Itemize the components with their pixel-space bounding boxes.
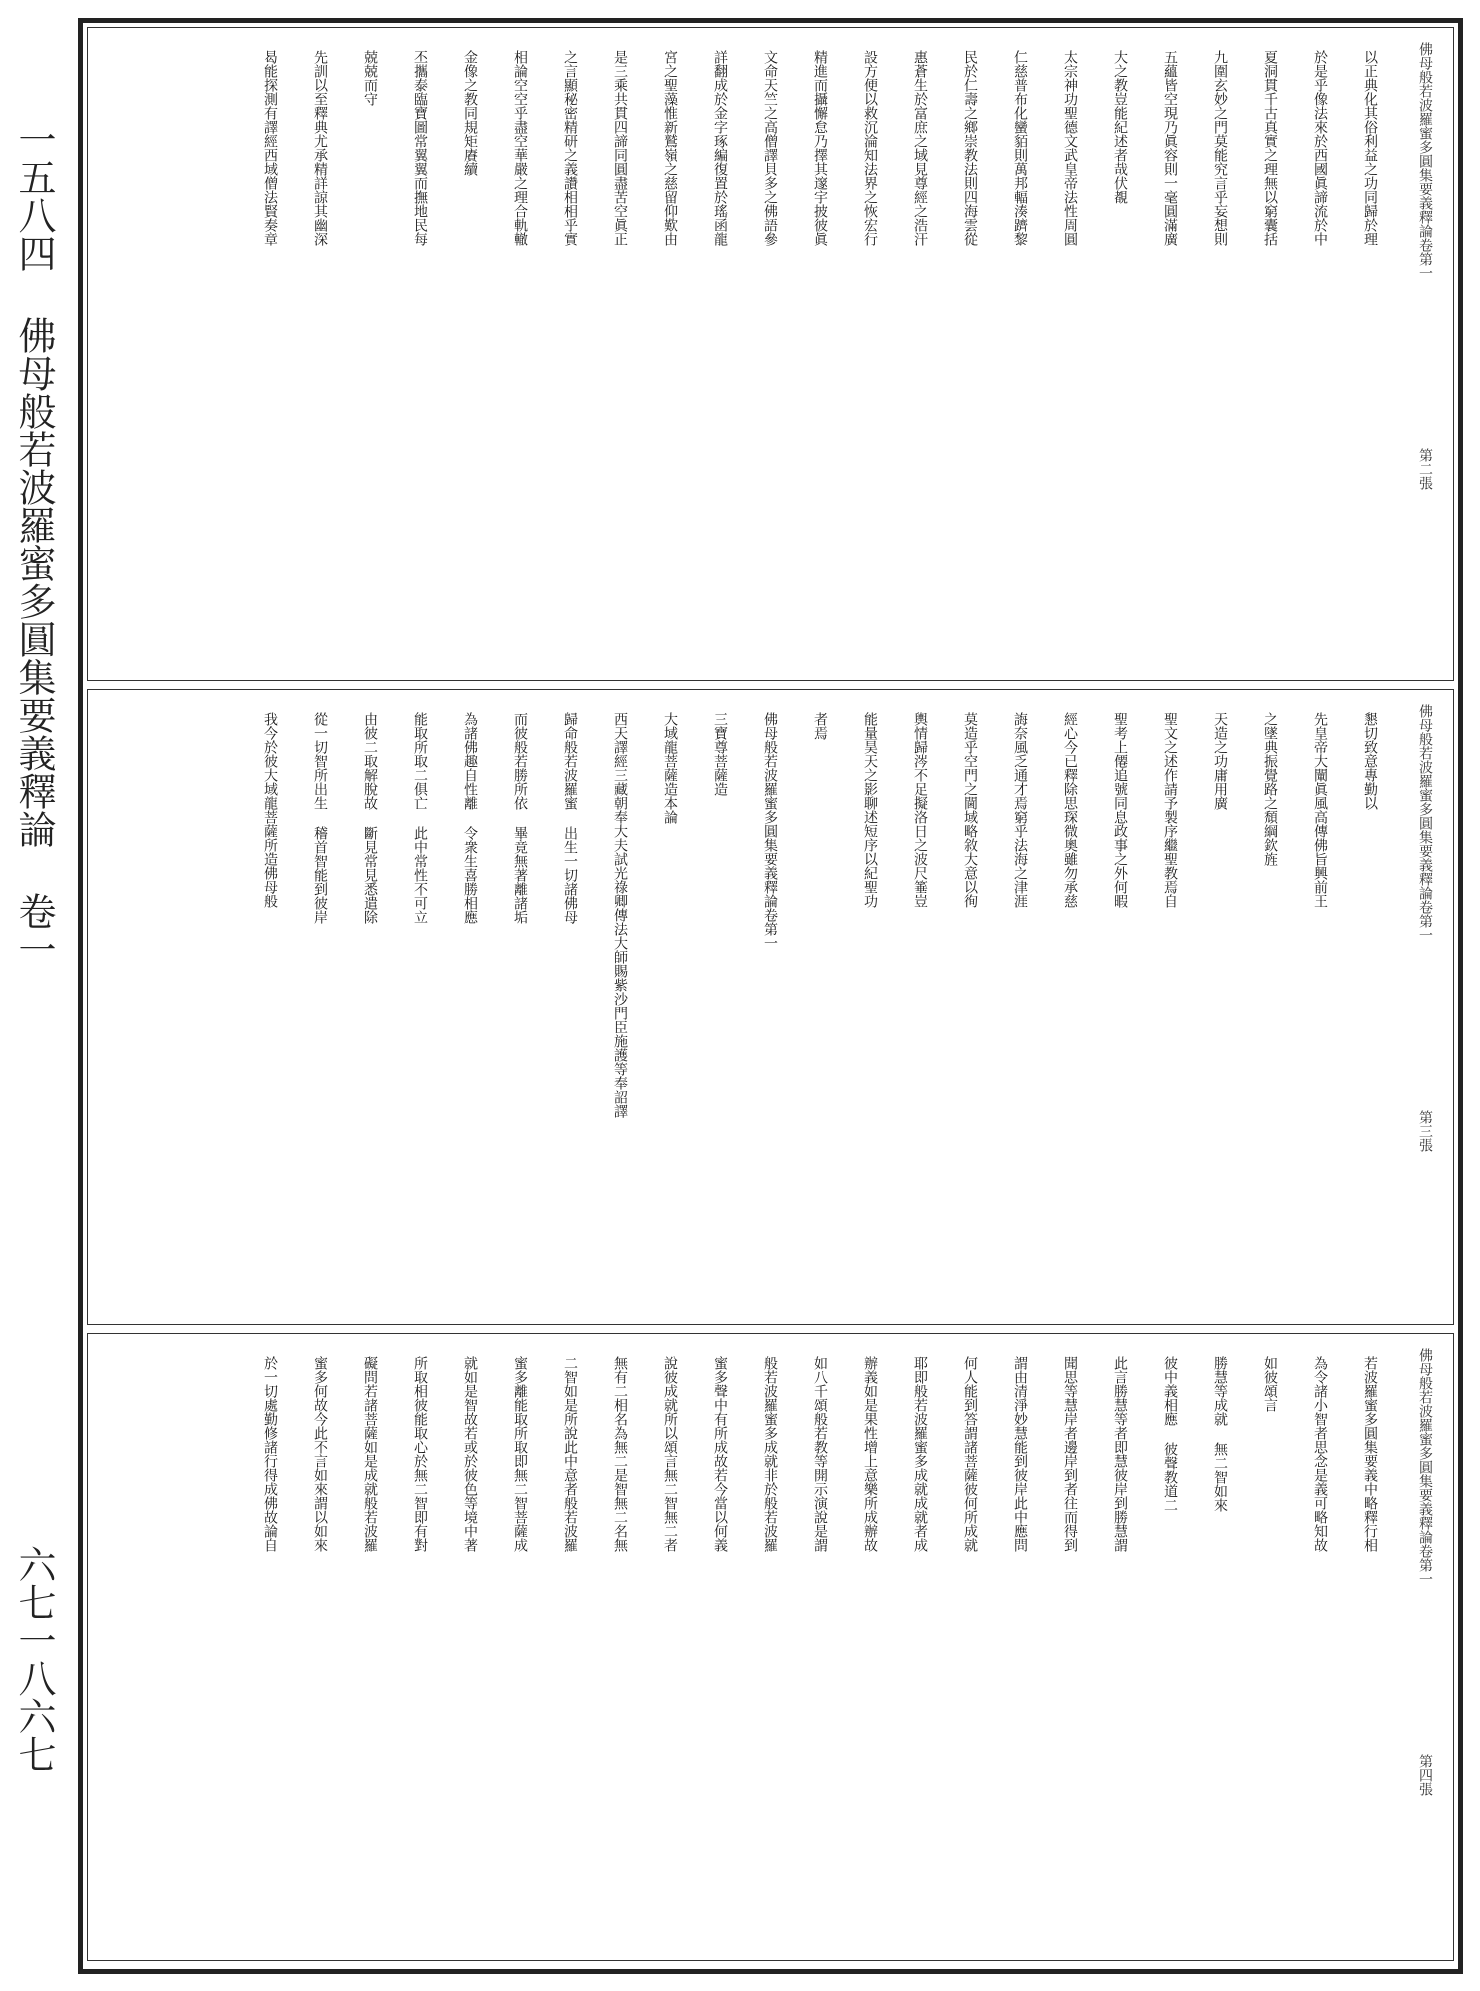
panel-3 xyxy=(87,1333,1454,1961)
text-column: 者焉 xyxy=(812,712,828,740)
text-column: 何人能到答謂諸菩薩彼何所成就 xyxy=(962,1356,978,1552)
text-column: 仁慈普布化蠻貊則萬邦輻湊躋黎 xyxy=(1012,50,1028,246)
text-column: 宮之聖藻惟新鷲嶺之慈留仰歎由 xyxy=(662,50,678,246)
text-column: 大域龍菩薩造本論 xyxy=(662,712,678,824)
text-column: 三寶尊菩薩造 xyxy=(712,712,728,796)
text-column: 民於仁壽之鄉崇教法則四海雲從 xyxy=(962,50,978,246)
text-column: 如彼頌言 xyxy=(1262,1356,1278,1412)
text-column: 能量昊天之影聊述短序以紀聖功 xyxy=(862,712,878,908)
text-column: 為諸佛趣自性離 令衆生喜勝相應 xyxy=(462,712,478,924)
text-column: 勝慧等成就 無二智如來 xyxy=(1212,1356,1228,1512)
text-column: 聞思等慧岸者邊岸到者往而得到 xyxy=(1062,1356,1078,1552)
text-column: 於一切處勤修諸行得成佛故論自 xyxy=(262,1356,278,1552)
text-column: 天造之功庸用廣 xyxy=(1212,712,1228,810)
text-column: 彼中義相應 彼聲教道二 xyxy=(1162,1356,1178,1512)
text-column: 相論空空乎盡空華嚴之理合軌轍 xyxy=(512,50,528,246)
text-column: 我今於彼大域龍菩薩所造佛母般 xyxy=(262,712,278,908)
text-column: 是三乘共貫四諦同圓盡苦空眞正 xyxy=(612,50,628,246)
text-column: 蜜多聲中有所成故若今當以何義 xyxy=(712,1356,728,1552)
text-column: 精進而攝懈怠乃擇其邃宇披彼眞 xyxy=(812,50,828,246)
panel-sheet-number: 第三張 xyxy=(1417,1110,1433,1152)
text-column: 謂由清淨妙慧能到彼岸此中應問 xyxy=(1012,1356,1028,1552)
text-column: 而彼般若勝所依 畢竟無著離諸垢 xyxy=(512,712,528,924)
text-column: 曷能探測有譯經西域僧法賢奏章 xyxy=(262,50,278,246)
text-column: 以正典化其俗利益之功同歸於理 xyxy=(1362,50,1378,246)
text-column: 為令諸小智者思念是義可略知故 xyxy=(1312,1356,1328,1552)
text-column: 九圍玄妙之門莫能究言乎妄想則 xyxy=(1212,50,1228,246)
text-column: 之言顯秘密精研之義讚相相乎實 xyxy=(562,50,578,246)
text-column: 金像之教同規矩賡續 xyxy=(462,50,478,176)
text-column: 兢兢而守 xyxy=(362,50,378,106)
text-column: 先皇帝大闡眞風高傳佛旨興前王 xyxy=(1312,712,1328,908)
panel-header: 佛母般若波羅蜜多圓集要義釋論卷第一 xyxy=(1417,42,1433,280)
text-column: 太宗神功聖德文武皇帝法性周圓 xyxy=(1062,50,1078,246)
panel-sheet-number: 第二張 xyxy=(1417,448,1433,490)
side-page-number: 六七一八六七 xyxy=(12,1545,56,1773)
text-column: 辦義如是果性增上意樂所成辦故 xyxy=(862,1356,878,1552)
text-column: 莫造乎空門之閫域略敘大意以徇 xyxy=(962,712,978,908)
text-column: 聖考上僊追號同息政事之外何暇 xyxy=(1112,712,1128,908)
text-column: 所取相彼能取心於無二智即有對 xyxy=(412,1356,428,1552)
text-column: 夏洞貫千古真實之理無以窮囊括 xyxy=(1262,50,1278,246)
panel-header: 佛母般若波羅蜜多圓集要義釋論卷第一 xyxy=(1417,1348,1433,1586)
text-column: 佛母般若波羅蜜多圓集要義釋論卷第一 xyxy=(762,712,778,950)
text-column: 說彼成就所以頌言無二智無二者 xyxy=(662,1356,678,1552)
text-column: 般若波羅蜜多成就非於般若波羅 xyxy=(762,1356,778,1552)
text-column: 丕攜泰臨寶圖常翼翼而撫地民每 xyxy=(412,50,428,246)
panel-header: 佛母般若波羅蜜多圓集要義釋論卷第一 xyxy=(1417,704,1433,942)
text-column: 如八千頌般若教等開示演說是謂 xyxy=(812,1356,828,1552)
text-column: 西天譯經三藏朝奉大夫試光祿卿傳法大師賜紫沙門臣施護等奉詔譯 xyxy=(612,712,628,1118)
text-column: 設方便以救沉淪知法界之恢宏行 xyxy=(862,50,878,246)
text-column: 礙問若諸菩薩如是成就般若波羅 xyxy=(362,1356,378,1552)
text-column: 就如是智故若或於彼色等境中著 xyxy=(462,1356,478,1552)
text-column: 大之教豈能紀述者哉伏覩 xyxy=(1112,50,1128,204)
text-column: 此言勝慧等者即慧彼岸到勝慧謂 xyxy=(1112,1356,1128,1552)
page-frame xyxy=(78,18,1463,1974)
side-title: 一五八四 佛母般若波羅蜜多圓集要義釋論 卷一 xyxy=(12,120,56,968)
text-column: 從一切智所出生 稽首智能到彼岸 xyxy=(312,712,328,924)
text-column: 能取所取二俱亡 此中常性不可立 xyxy=(412,712,428,924)
text-column: 誨奈風乏通才焉窮乎法海之津涯 xyxy=(1012,712,1028,908)
text-column: 蜜多何故今此不言如來謂以如來 xyxy=(312,1356,328,1552)
text-column: 聖文之述作請予製序繼聖教焉自 xyxy=(1162,712,1178,908)
text-column: 若波羅蜜多圓集要義中略釋行相 xyxy=(1362,1356,1378,1552)
text-column: 文命天竺之高僧譯貝多之佛語參 xyxy=(762,50,778,246)
text-column: 經心今已釋除思琛微奧雖勿承慈 xyxy=(1062,712,1078,908)
text-column: 五蘊皆空現乃眞容則一毫圓滿廣 xyxy=(1162,50,1178,246)
text-column: 惠蒼生於富庶之域見尊經之浩汗 xyxy=(912,50,928,246)
text-column: 於是乎像法來於西國眞諦流於中 xyxy=(1312,50,1328,246)
text-column: 歸命般若波羅蜜 出生一切諸佛母 xyxy=(562,712,578,924)
panel-1 xyxy=(87,27,1454,681)
text-column: 二智如是所說此中意者般若波羅 xyxy=(562,1356,578,1552)
text-column: 之墜典振覺路之頹綱欽旌 xyxy=(1262,712,1278,866)
panel-2 xyxy=(87,689,1454,1325)
text-column: 詳翻成於金字琢編復置於瑤函龍 xyxy=(712,50,728,246)
text-column: 無有二相名為無二是智無二名無 xyxy=(612,1356,628,1552)
panel-sheet-number: 第四張 xyxy=(1417,1754,1433,1796)
text-column: 懇切致意專勤以 xyxy=(1362,712,1378,810)
text-column: 由彼二取解脫故 斷見常見悉遣除 xyxy=(362,712,378,924)
text-column: 輿情歸涔不足擬洛日之波尺箠豈 xyxy=(912,712,928,908)
text-column: 蜜多離能取所取即無二智菩薩成 xyxy=(512,1356,528,1552)
text-column: 耶即般若波羅蜜多成就成就者成 xyxy=(912,1356,928,1552)
text-column: 先訓以至釋典尤承精詳諒其幽深 xyxy=(312,50,328,246)
